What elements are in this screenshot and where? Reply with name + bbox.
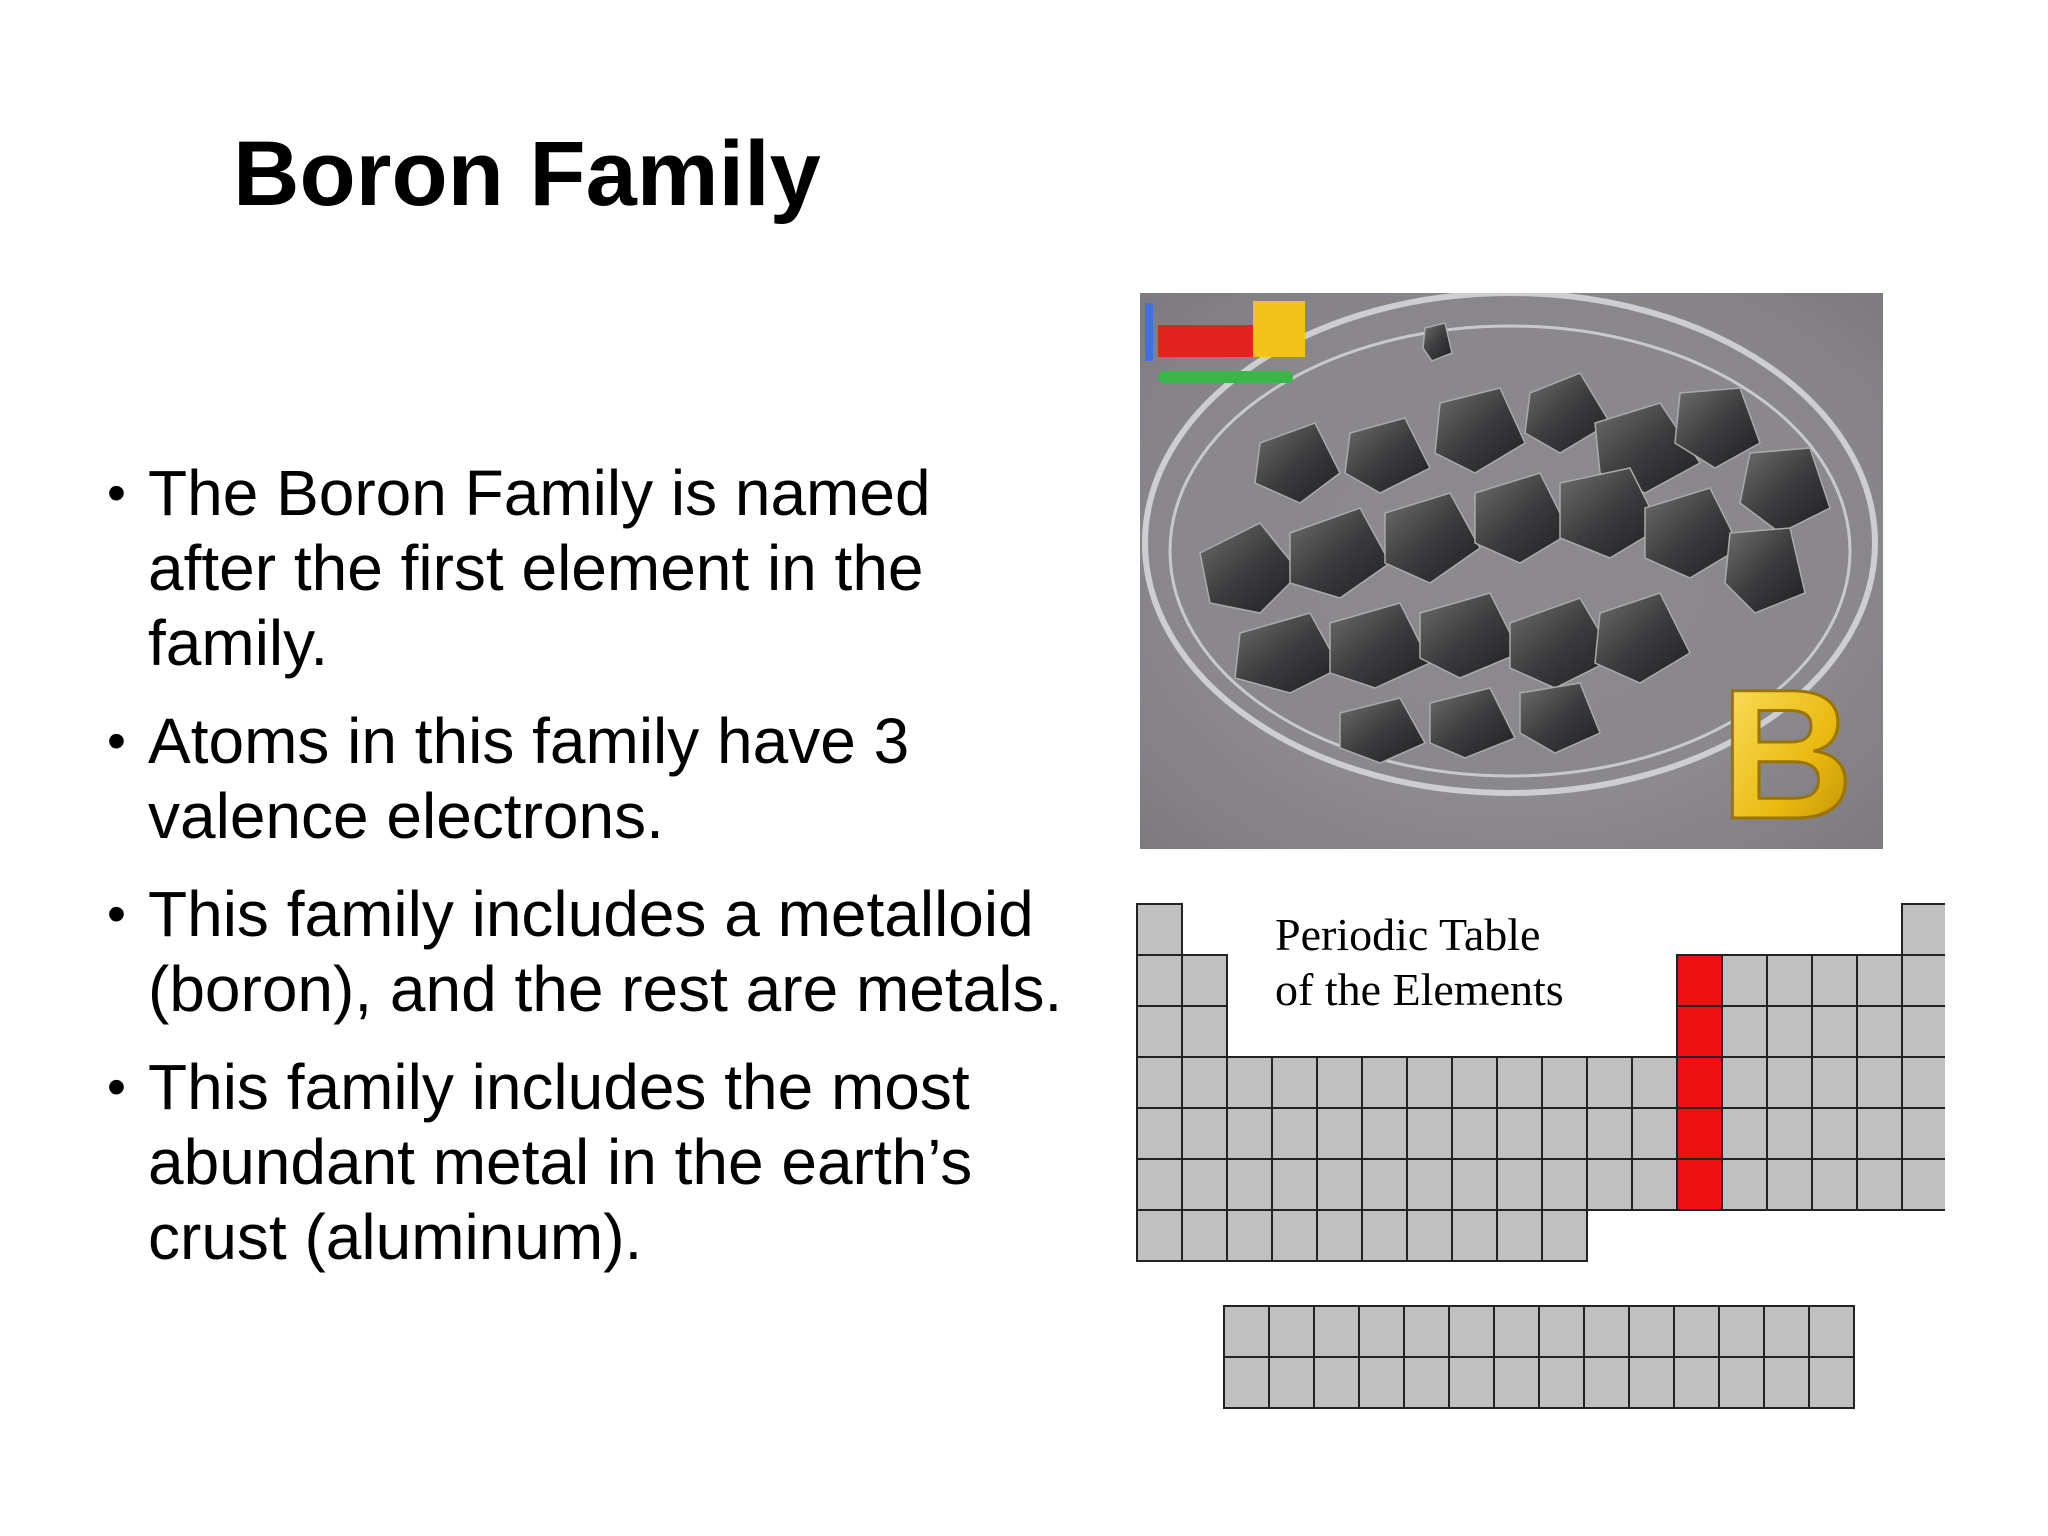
bullet-marker: • bbox=[107, 711, 126, 771]
element-cell bbox=[1587, 1159, 1632, 1210]
f-block-cell bbox=[1629, 1357, 1674, 1408]
element-cell bbox=[1317, 1057, 1362, 1108]
element-cell bbox=[1227, 1057, 1272, 1108]
element-cell bbox=[1272, 1210, 1317, 1261]
boron-photo-image bbox=[1140, 293, 1883, 849]
element-cell bbox=[1452, 1210, 1497, 1261]
element-cell bbox=[1407, 1210, 1452, 1261]
element-cell bbox=[1542, 1108, 1587, 1159]
element-cell bbox=[1182, 1210, 1227, 1261]
group-13-cell bbox=[1677, 1159, 1722, 1210]
element-cell bbox=[1362, 1159, 1407, 1210]
element-cell bbox=[1182, 955, 1227, 1006]
element-cell bbox=[1137, 955, 1182, 1006]
element-cell bbox=[1137, 1057, 1182, 1108]
element-cell bbox=[1497, 1108, 1542, 1159]
element-cell bbox=[1857, 1159, 1902, 1210]
element-cell bbox=[1767, 955, 1812, 1006]
bullet-item bbox=[103, 456, 1063, 681]
f-block-cell bbox=[1584, 1357, 1629, 1408]
group-13-cell bbox=[1677, 1108, 1722, 1159]
bullet-text: Atoms in this family have 3 valence electrons. bbox=[148, 705, 910, 852]
f-block-cell bbox=[1629, 1306, 1674, 1357]
element-cell bbox=[1902, 1006, 1945, 1057]
f-block-cell bbox=[1539, 1357, 1584, 1408]
element-cell bbox=[1902, 1108, 1945, 1159]
element-cell bbox=[1812, 955, 1857, 1006]
f-block-cell bbox=[1809, 1357, 1854, 1408]
element-cell bbox=[1542, 1057, 1587, 1108]
element-cell bbox=[1767, 1108, 1812, 1159]
f-block-cell bbox=[1404, 1357, 1449, 1408]
f-block-cell bbox=[1314, 1357, 1359, 1408]
f-block-cell bbox=[1494, 1357, 1539, 1408]
f-block-cell bbox=[1674, 1306, 1719, 1357]
element-cell bbox=[1362, 1108, 1407, 1159]
element-cell bbox=[1587, 1057, 1632, 1108]
element-cell bbox=[1452, 1108, 1497, 1159]
element-cell bbox=[1137, 904, 1182, 955]
f-block-cell bbox=[1269, 1357, 1314, 1408]
element-cell bbox=[1722, 955, 1767, 1006]
element-cell bbox=[1497, 1210, 1542, 1261]
f-block-cell bbox=[1224, 1357, 1269, 1408]
element-cell bbox=[1902, 1057, 1945, 1108]
element-cell bbox=[1407, 1057, 1452, 1108]
element-cell bbox=[1317, 1210, 1362, 1261]
group-13-cell bbox=[1677, 955, 1722, 1006]
f-block-cell bbox=[1449, 1306, 1494, 1357]
element-cell bbox=[1722, 1159, 1767, 1210]
periodic-table-title-line2: of the Elements bbox=[1275, 964, 1564, 1015]
f-block-cell bbox=[1584, 1306, 1629, 1357]
element-cell bbox=[1767, 1057, 1812, 1108]
element-cell bbox=[1767, 1006, 1812, 1057]
bullet-text: This family includes the most abundant metal in the earth’s crust (aluminum). bbox=[148, 1051, 973, 1273]
f-block-cell bbox=[1719, 1357, 1764, 1408]
element-cell bbox=[1902, 1159, 1945, 1210]
element-cell bbox=[1857, 1108, 1902, 1159]
element-cell bbox=[1317, 1108, 1362, 1159]
group-13-cell bbox=[1677, 1057, 1722, 1108]
element-cell bbox=[1227, 1108, 1272, 1159]
element-cell bbox=[1227, 1210, 1272, 1261]
element-cell bbox=[1497, 1159, 1542, 1210]
element-cell bbox=[1272, 1057, 1317, 1108]
element-cell bbox=[1857, 955, 1902, 1006]
element-cell bbox=[1137, 1210, 1182, 1261]
element-cell bbox=[1632, 1159, 1677, 1210]
bullet-marker: • bbox=[107, 884, 126, 944]
element-cell bbox=[1137, 1159, 1182, 1210]
element-cell bbox=[1182, 1057, 1227, 1108]
element-cell bbox=[1317, 1159, 1362, 1210]
f-block-cell bbox=[1719, 1306, 1764, 1357]
f-block-cell bbox=[1674, 1357, 1719, 1408]
element-cell bbox=[1407, 1108, 1452, 1159]
f-block-cell bbox=[1224, 1306, 1269, 1357]
bullet-marker: • bbox=[107, 1057, 126, 1117]
group-13-cell bbox=[1677, 1006, 1722, 1057]
element-cell bbox=[1902, 904, 1945, 955]
bullet-text: This family includes a metalloid (boron), and the rest are metals. bbox=[148, 878, 1063, 1025]
element-cell bbox=[1632, 1108, 1677, 1159]
f-block-cell bbox=[1359, 1357, 1404, 1408]
element-cell bbox=[1722, 1057, 1767, 1108]
bullet-list bbox=[103, 456, 1063, 1298]
element-cell bbox=[1452, 1057, 1497, 1108]
f-block-cell bbox=[1269, 1306, 1314, 1357]
slide-title: Boron Family bbox=[233, 123, 821, 225]
f-block-cell bbox=[1764, 1306, 1809, 1357]
element-letter: B bbox=[1720, 652, 1854, 849]
element-cell bbox=[1182, 1108, 1227, 1159]
element-cell bbox=[1407, 1159, 1452, 1210]
element-cell bbox=[1182, 1159, 1227, 1210]
element-cell bbox=[1452, 1159, 1497, 1210]
element-cell bbox=[1542, 1210, 1587, 1261]
f-block-cell bbox=[1404, 1306, 1449, 1357]
element-cell bbox=[1812, 1159, 1857, 1210]
element-cell bbox=[1272, 1159, 1317, 1210]
bullet-item bbox=[103, 1050, 1063, 1275]
f-block-cell bbox=[1314, 1306, 1359, 1357]
bullet-marker: • bbox=[107, 463, 126, 523]
element-cell bbox=[1542, 1159, 1587, 1210]
boron-photo bbox=[1140, 293, 1883, 849]
element-cell bbox=[1272, 1108, 1317, 1159]
f-block-cell bbox=[1449, 1357, 1494, 1408]
element-cell bbox=[1722, 1006, 1767, 1057]
element-cell bbox=[1857, 1006, 1902, 1057]
bullet-item bbox=[103, 877, 1063, 1027]
element-cell bbox=[1137, 1006, 1182, 1057]
periodic-table-diagram bbox=[1135, 902, 1945, 1412]
element-cell bbox=[1137, 1108, 1182, 1159]
f-block-cell bbox=[1359, 1306, 1404, 1357]
element-cell bbox=[1182, 1006, 1227, 1057]
element-cell bbox=[1227, 1159, 1272, 1210]
element-cell bbox=[1722, 1108, 1767, 1159]
f-block-cell bbox=[1764, 1357, 1809, 1408]
element-cell bbox=[1497, 1057, 1542, 1108]
bullet-item bbox=[103, 704, 1063, 854]
periodic-table-svg bbox=[1135, 902, 1945, 1412]
element-cell bbox=[1587, 1108, 1632, 1159]
periodic-table-title-line1: Periodic Table bbox=[1275, 909, 1541, 960]
element-cell bbox=[1632, 1057, 1677, 1108]
bullet-text: The Boron Family is named after the first element in the family. bbox=[148, 457, 931, 679]
element-cell bbox=[1362, 1057, 1407, 1108]
element-cell bbox=[1812, 1057, 1857, 1108]
f-block-cell bbox=[1494, 1306, 1539, 1357]
f-block-cell bbox=[1539, 1306, 1584, 1357]
element-cell bbox=[1362, 1210, 1407, 1261]
element-cell bbox=[1857, 1057, 1902, 1108]
element-cell bbox=[1767, 1159, 1812, 1210]
element-cell bbox=[1812, 1108, 1857, 1159]
element-cell bbox=[1812, 1006, 1857, 1057]
element-cell bbox=[1902, 955, 1945, 1006]
f-block-cell bbox=[1809, 1306, 1854, 1357]
